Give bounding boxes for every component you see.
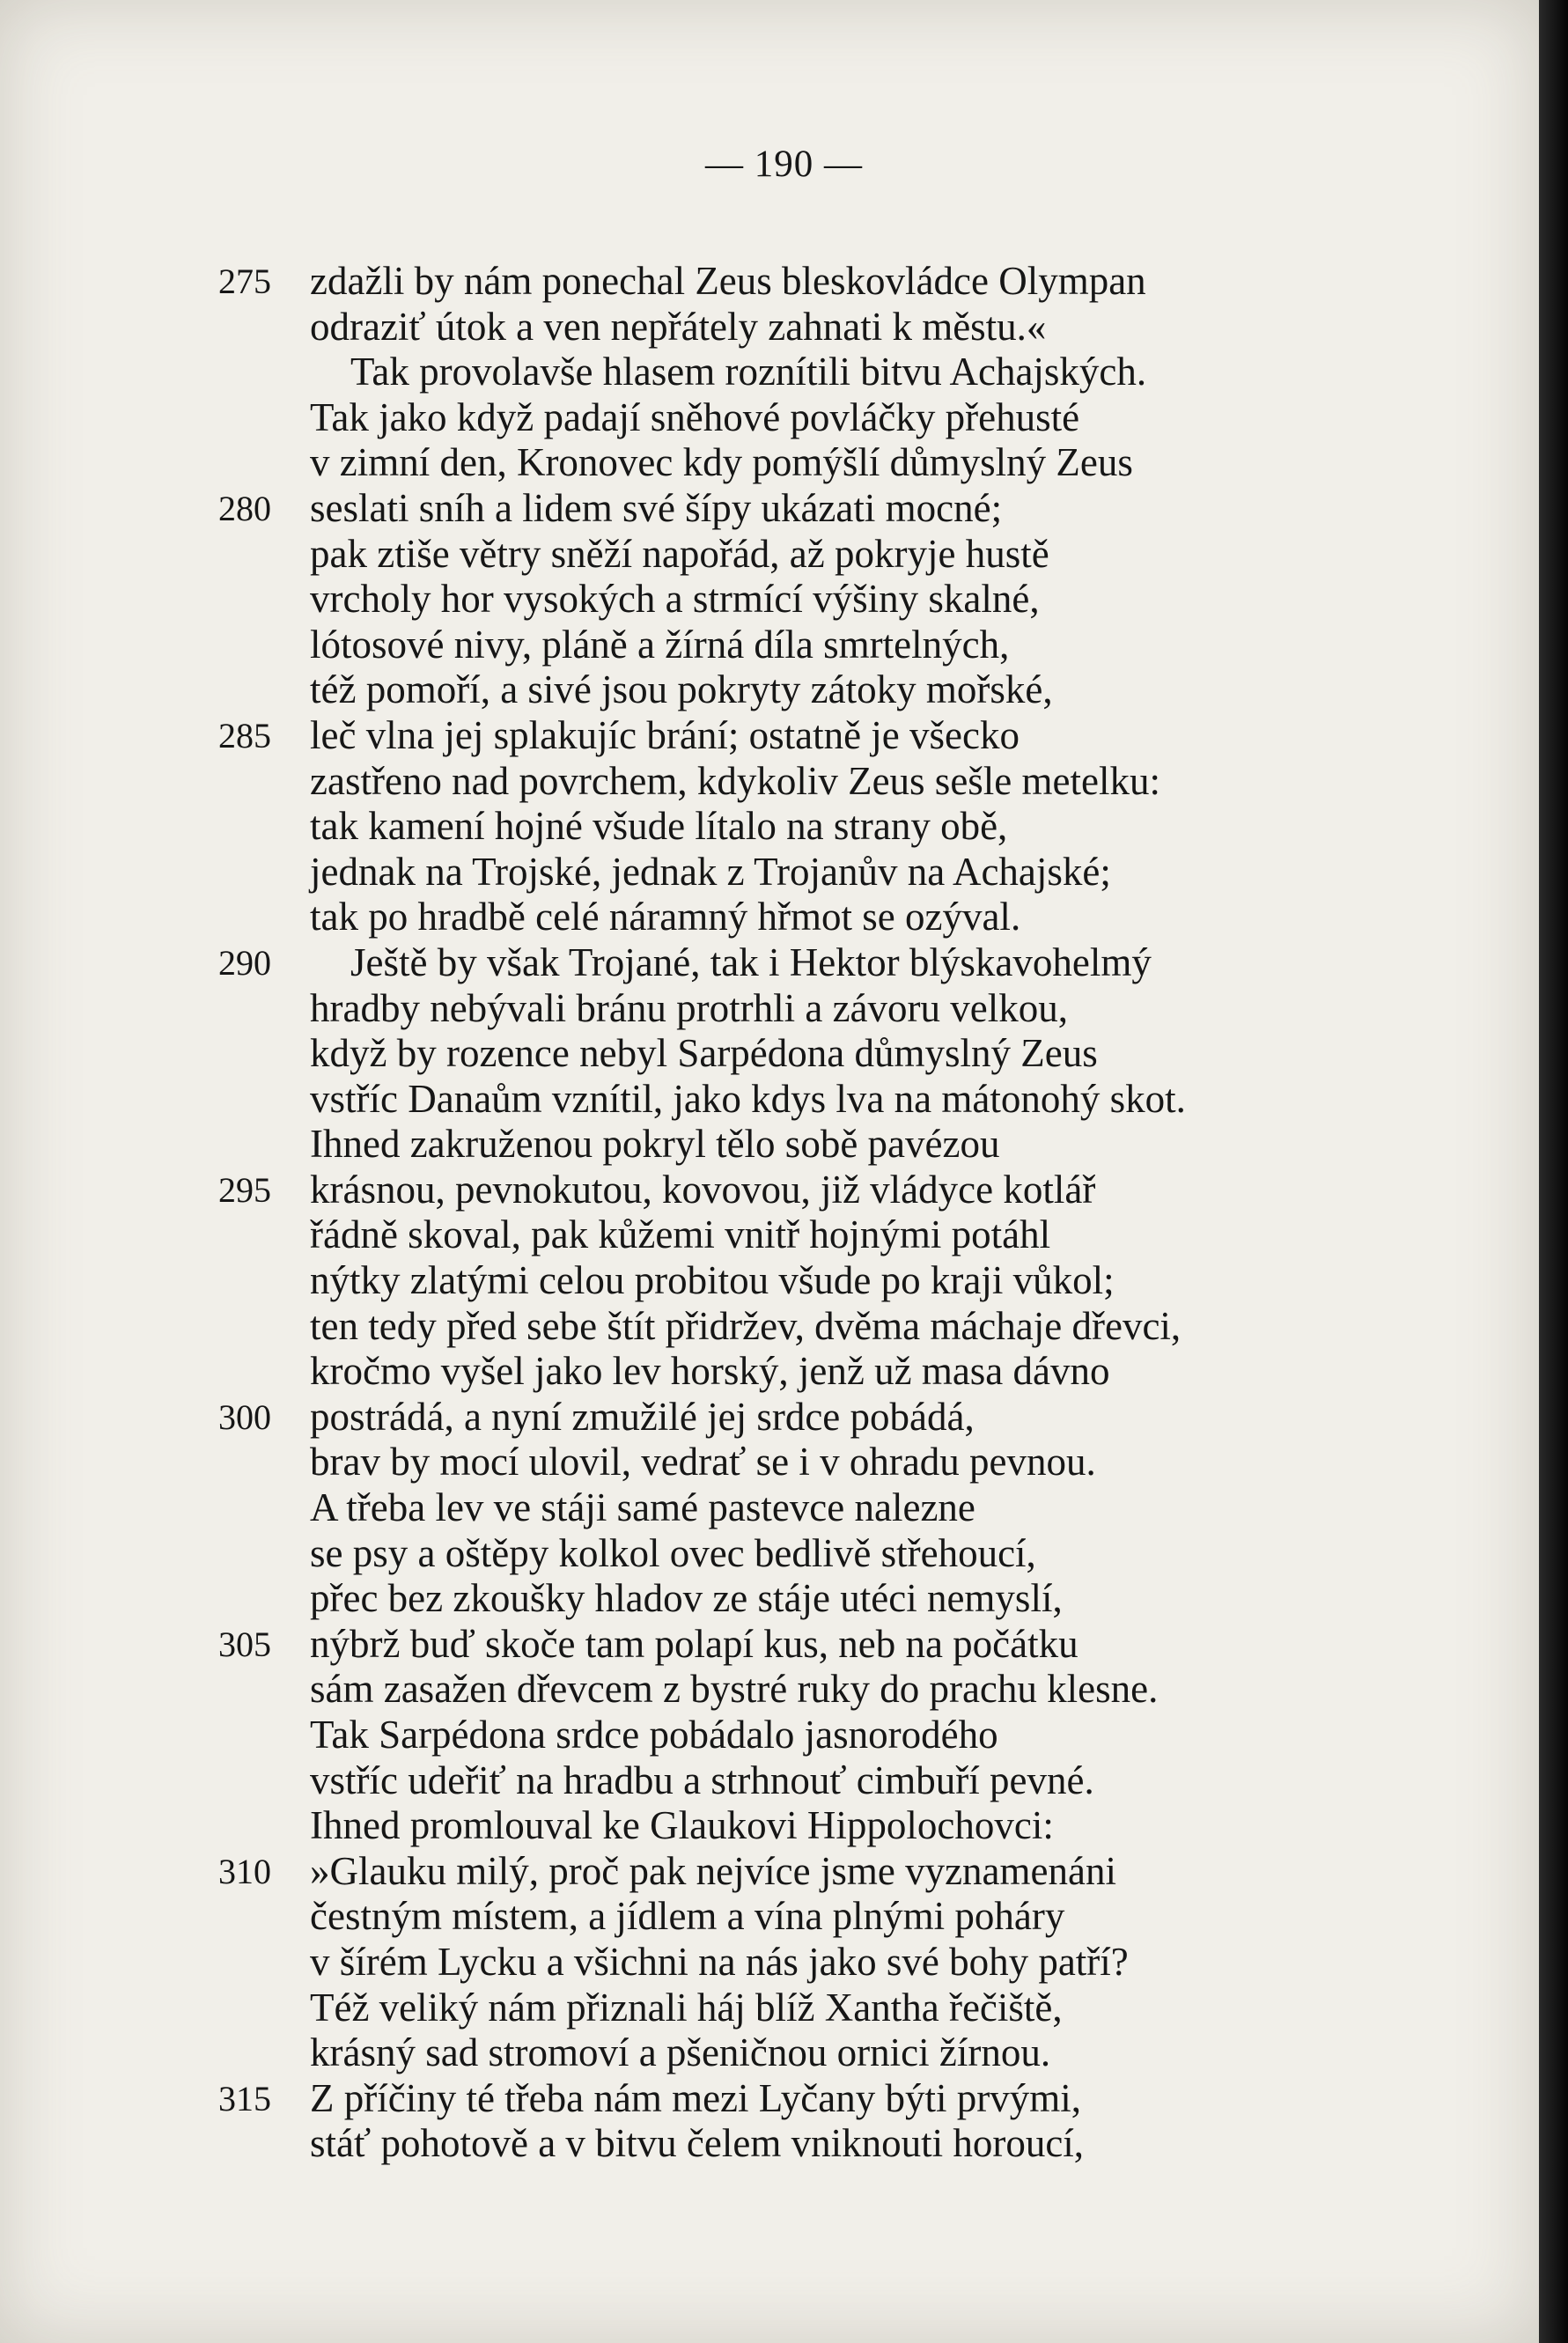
line-text: Tak provolavše hlasem roznítili bitvu Achajských. bbox=[350, 350, 1147, 394]
verse-line bbox=[0, 1168, 1539, 1213]
line-text: nýbrž buď skoče tam polapí kus, neb na počátku bbox=[310, 1621, 1078, 1666]
verse-line bbox=[0, 1031, 1539, 1077]
line-text: Tak jako když padají sněhové povláčky přehusté bbox=[310, 394, 1080, 439]
verse-line bbox=[0, 667, 1539, 713]
line-text: Ihned zakruženou pokryl tělo sobě pavézou bbox=[310, 1122, 1000, 1167]
line-text: vrcholy hor vysokých a strmící výšiny skalné, bbox=[310, 577, 1040, 622]
verse-line bbox=[0, 305, 1539, 350]
page-edge-shadow bbox=[1539, 0, 1568, 2343]
verse-line bbox=[0, 1077, 1539, 1123]
verse-line bbox=[0, 1986, 1539, 2031]
verse-line bbox=[0, 440, 1539, 486]
line-number: 285 bbox=[218, 715, 271, 755]
verse-line bbox=[0, 804, 1539, 850]
line-number: 315 bbox=[218, 2078, 271, 2118]
line-text: Z příčiny té třeba nám mezi Lyčany býti prvými, bbox=[310, 2075, 1081, 2120]
line-text: sám zasažen dřevcem z bystré ruky do prachu klesne. bbox=[310, 1667, 1159, 1712]
verse-line bbox=[0, 895, 1539, 940]
line-text: zdažli by nám ponechal Zeus bleskovládce Olympan bbox=[310, 259, 1146, 303]
verse-line bbox=[0, 1713, 1539, 1758]
line-text: zastřeno nad povrchem, kdykoliv Zeus sešle metelku: bbox=[310, 758, 1160, 803]
line-number: 290 bbox=[218, 942, 271, 983]
line-text: Též veliký nám přiznali háj blíž Xantha řečiště, bbox=[310, 1985, 1063, 2030]
line-text: A třeba lev ve stáji samé pastevce nalezne bbox=[310, 1485, 975, 1530]
verse-line bbox=[0, 1940, 1539, 1986]
verse-line bbox=[0, 1304, 1539, 1350]
line-text: Tak Sarpédona srdce pobádalo jasnorodého bbox=[310, 1713, 998, 1757]
verse-line bbox=[0, 1758, 1539, 1804]
line-text: Ihned promlouval ke Glaukovi Hippolochovci: bbox=[310, 1803, 1054, 1848]
line-text: krásný sad stromoví a pšeničnou ornici žírnou. bbox=[310, 2030, 1051, 2075]
verse-line bbox=[0, 986, 1539, 1032]
line-text: v zimní den, Kronovec kdy pomýšlí důmyslný Zeus bbox=[310, 440, 1133, 485]
line-text: pak ztiše větry sněží napořád, až pokryje hustě bbox=[310, 531, 1049, 576]
line-number: 295 bbox=[218, 1169, 271, 1210]
verse-line bbox=[0, 2121, 1539, 2167]
line-text: seslati sníh a lidem své šípy ukázati mocné; bbox=[310, 485, 1003, 530]
verse-line bbox=[0, 759, 1539, 805]
verse-line bbox=[0, 1803, 1539, 1849]
line-text: též pomoří, a sivé jsou pokryty zátoky mořské, bbox=[310, 667, 1053, 712]
verse-line bbox=[0, 623, 1539, 668]
line-text: kročmo vyšel jako lev horský, jenž už masa dávno bbox=[310, 1349, 1110, 1394]
line-number: 300 bbox=[218, 1396, 271, 1437]
verse-line bbox=[0, 1258, 1539, 1304]
verse-text bbox=[0, 259, 1539, 2167]
line-text: když by rozence nebyl Sarpédona důmyslný Zeus bbox=[310, 1031, 1098, 1076]
verse-line bbox=[0, 1894, 1539, 1940]
line-number: 275 bbox=[218, 262, 271, 301]
verse-line bbox=[0, 1622, 1539, 1668]
verse-line bbox=[0, 395, 1539, 441]
line-number: 310 bbox=[218, 1851, 271, 1891]
line-text: leč vlna jej splakujíc brání; ostatně je všecko bbox=[310, 712, 1020, 757]
verse-line bbox=[0, 1440, 1539, 1485]
line-text: se psy a oštěpy kolkol ovec bedlivě střehoucí, bbox=[310, 1530, 1036, 1575]
verse-line bbox=[0, 713, 1539, 759]
verse-line bbox=[0, 2076, 1539, 2122]
verse-line bbox=[0, 2030, 1539, 2076]
line-text: hradby nebývali bránu protrhli a závoru velkou, bbox=[310, 985, 1068, 1030]
line-text: odraziť útok a ven nepřátely zahnati k městu.« bbox=[310, 304, 1047, 349]
line-text: nýtky zlatými celou probitou všude po kraji vůkol; bbox=[310, 1258, 1115, 1303]
line-text: vstříc Danaům vznítil, jako kdys lva na mátonohý skot. bbox=[310, 1076, 1186, 1121]
verse-line bbox=[0, 1212, 1539, 1258]
verse-line bbox=[0, 350, 1539, 395]
line-text: vstříc udeřiť na hradbu a strhnouť cimbuří pevné. bbox=[310, 1757, 1094, 1802]
verse-line bbox=[0, 1122, 1539, 1168]
line-number: 280 bbox=[218, 488, 271, 528]
line-text: krásnou, pevnokutou, kovovou, již vládyce kotlář bbox=[310, 1167, 1096, 1212]
line-text: tak po hradbě celé náramný hřmot se ozýval. bbox=[310, 895, 1021, 939]
line-text: tak kamení hojné všude lítalo na strany obě, bbox=[310, 804, 1008, 849]
verse-line bbox=[0, 259, 1539, 305]
line-number: 305 bbox=[218, 1624, 271, 1664]
line-text: stáť pohotově a v bitvu čelem vniknouti horoucí, bbox=[310, 2121, 1085, 2166]
line-text: brav by mocí ulovil, vedrať se i v ohradu pevnou. bbox=[310, 1440, 1096, 1485]
verse-line bbox=[0, 850, 1539, 895]
verse-line bbox=[0, 577, 1539, 623]
verse-line bbox=[0, 1531, 1539, 1577]
verse-line bbox=[0, 1849, 1539, 1895]
line-text: v šírém Lycku a všichni na nás jako své bohy patří? bbox=[310, 1939, 1129, 1984]
verse-line bbox=[0, 940, 1539, 986]
line-text: Ještě by však Trojané, tak i Hektor blýskavohelmý bbox=[350, 939, 1152, 984]
verse-line bbox=[0, 486, 1539, 532]
verse-line bbox=[0, 1395, 1539, 1440]
line-text: postrádá, a nyní zmužilé jej srdce pobádá, bbox=[310, 1394, 975, 1439]
line-text: »Glauku milý, proč pak nejvíce jsme vyznamenáni bbox=[310, 1848, 1116, 1893]
line-text: lótosové nivy, pláně a žírná díla smrtelných, bbox=[310, 622, 1010, 667]
verse-line bbox=[0, 532, 1539, 578]
page-number: — 190 — bbox=[705, 144, 863, 185]
line-text: přec bez zkoušky hladov ze stáje utéci nemyslí, bbox=[310, 1576, 1063, 1621]
line-text: řádně skoval, pak kůžemi vnitř hojnými potáhl bbox=[310, 1212, 1051, 1257]
line-text: jednak na Trojské, jednak z Trojanův na Achajské; bbox=[310, 849, 1111, 894]
verse-line bbox=[0, 1349, 1539, 1395]
verse-line bbox=[0, 1667, 1539, 1713]
verse-line bbox=[0, 1576, 1539, 1622]
line-text: čestným místem, a jídlem a vína plnými poháry bbox=[310, 1894, 1065, 1939]
line-text: ten tedy před sebe štít přidržev, dvěma máchaje dřevci, bbox=[310, 1303, 1182, 1348]
verse-line bbox=[0, 1485, 1539, 1531]
